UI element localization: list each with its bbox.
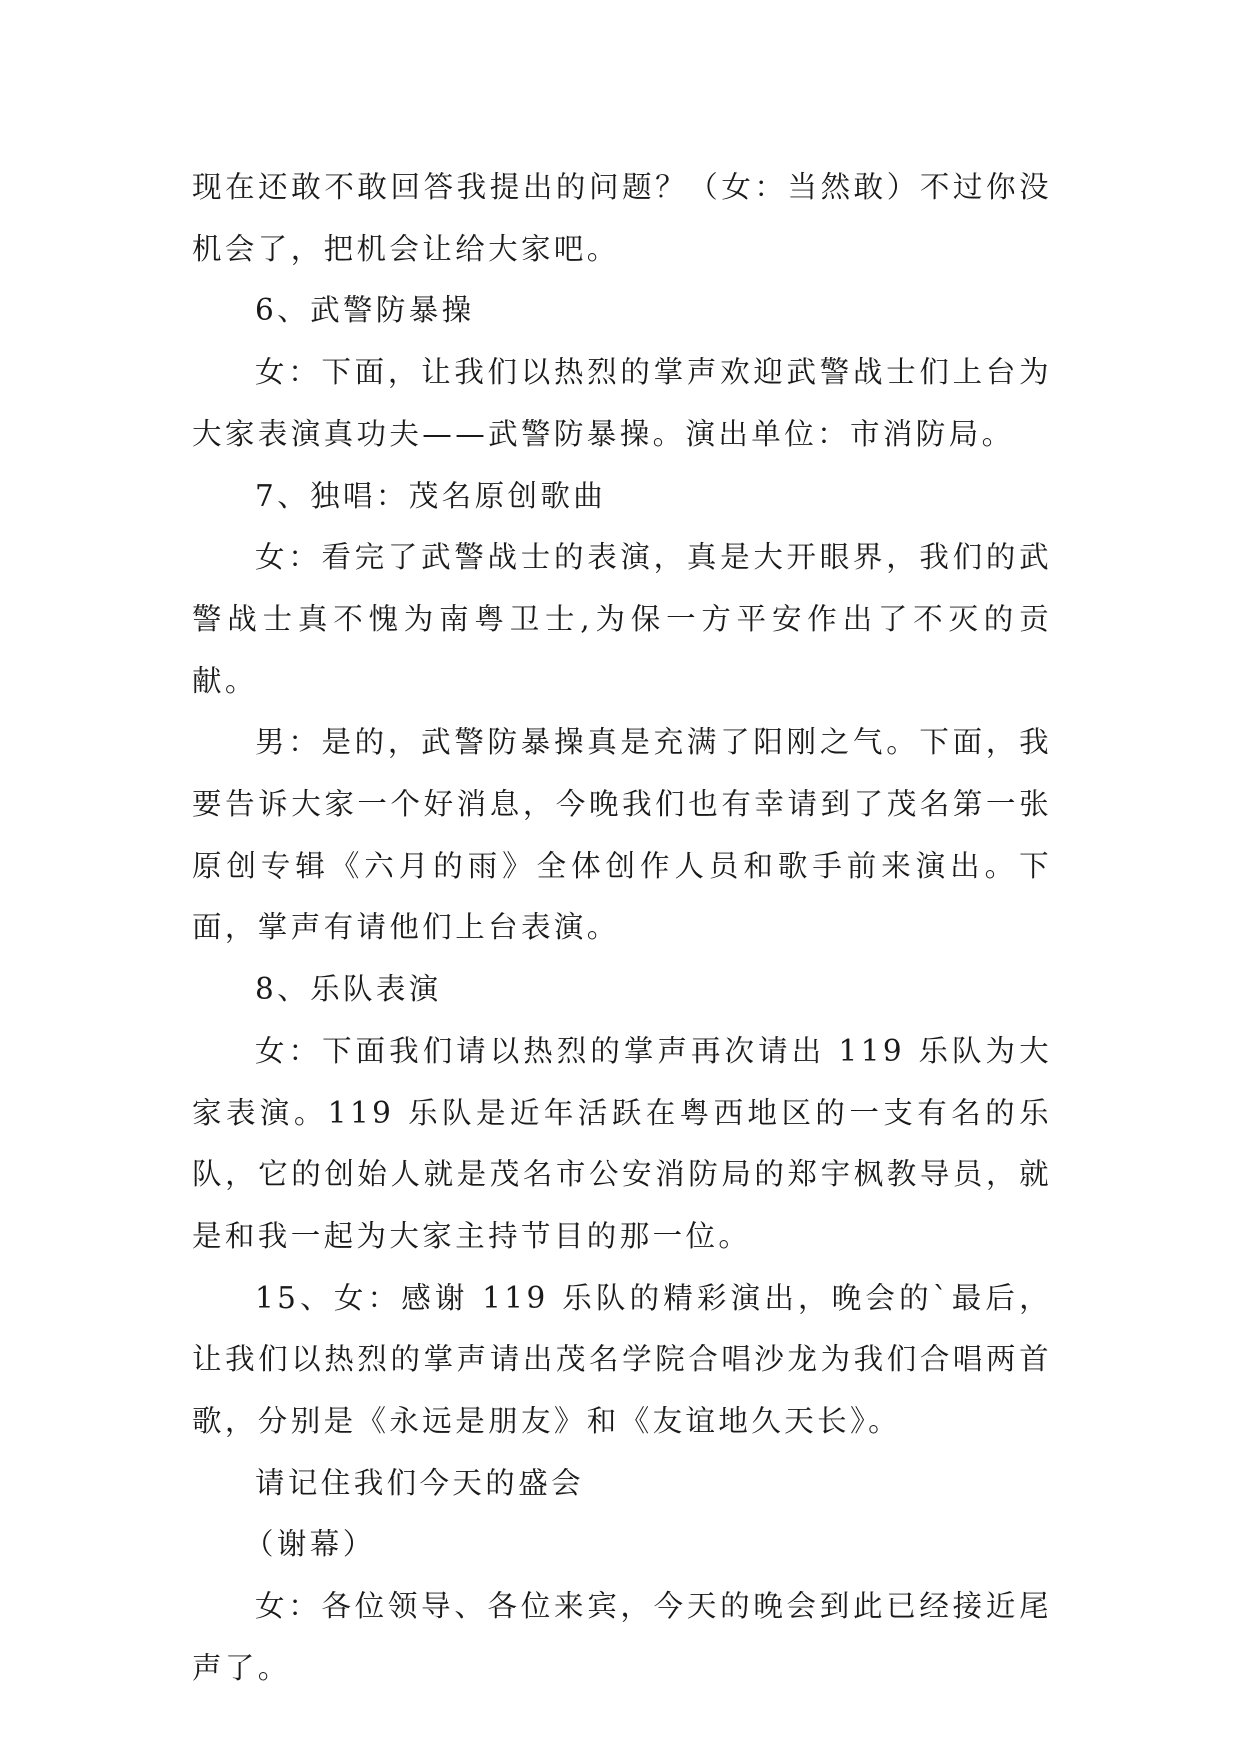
paragraph-female-host-closing: 女：各位领导、各位来宾，今天的晚会到此已经接近尾声了。 <box>192 1589 1052 1685</box>
paragraph-female-host-2: 女：看完了武警战士的表演，真是大开眼界，我们的武警战士真不愧为南粤卫士,为保一方平安作出了不灭的贡献。 <box>192 540 1052 698</box>
section-heading-6: 6、武警防暴操 <box>255 293 475 328</box>
document-body <box>192 157 1052 1700</box>
paragraph-section-15: 15、女：感谢 119 乐队的精彩演出，晚会的`最后，让我们以热烈的掌声请出茂名学院合唱沙龙为我们合唱两首歌，分别是《永远是朋友》和《友谊地久天长》。 <box>192 1280 1052 1439</box>
paragraph-continuation: 现在还敢不敢回答我提出的问题？（女：当然敢）不过你没机会了，把机会让给大家吧。 <box>192 170 1052 266</box>
paragraph-female-host-3: 女：下面我们请以热烈的掌声再次请出 119 乐队为大家表演。119 乐队是近年活跃在粤西地区的一支有名的乐队，它的创始人就是茂名市公安消防局的郑宇枫教导员，就是和我一起为大家主持节目的那一位。 <box>192 1033 1052 1253</box>
section-heading-8: 8、乐队表演 <box>255 972 442 1007</box>
paragraph-curtain-call: （谢幕） <box>244 1527 376 1562</box>
paragraph-male-host-1: 男：是的，武警防暴操真是充满了阳刚之气。下面，我要告诉大家一个好消息，今晚我们也有幸请到了茂名第一张原创专辑《六月的雨》全体创作人员和歌手前来演出。下面，掌声有请他们上台表演。 <box>192 725 1052 945</box>
paragraph-remember: 请记住我们今天的盛会 <box>255 1465 585 1500</box>
section-heading-7: 7、独唱：茂名原创歌曲 <box>255 478 607 513</box>
paragraph-female-host-1: 女：下面，让我们以热烈的掌声欢迎武警战士们上台为大家表演真功夫——武警防暴操。演出单位：市消防局。 <box>192 355 1052 451</box>
